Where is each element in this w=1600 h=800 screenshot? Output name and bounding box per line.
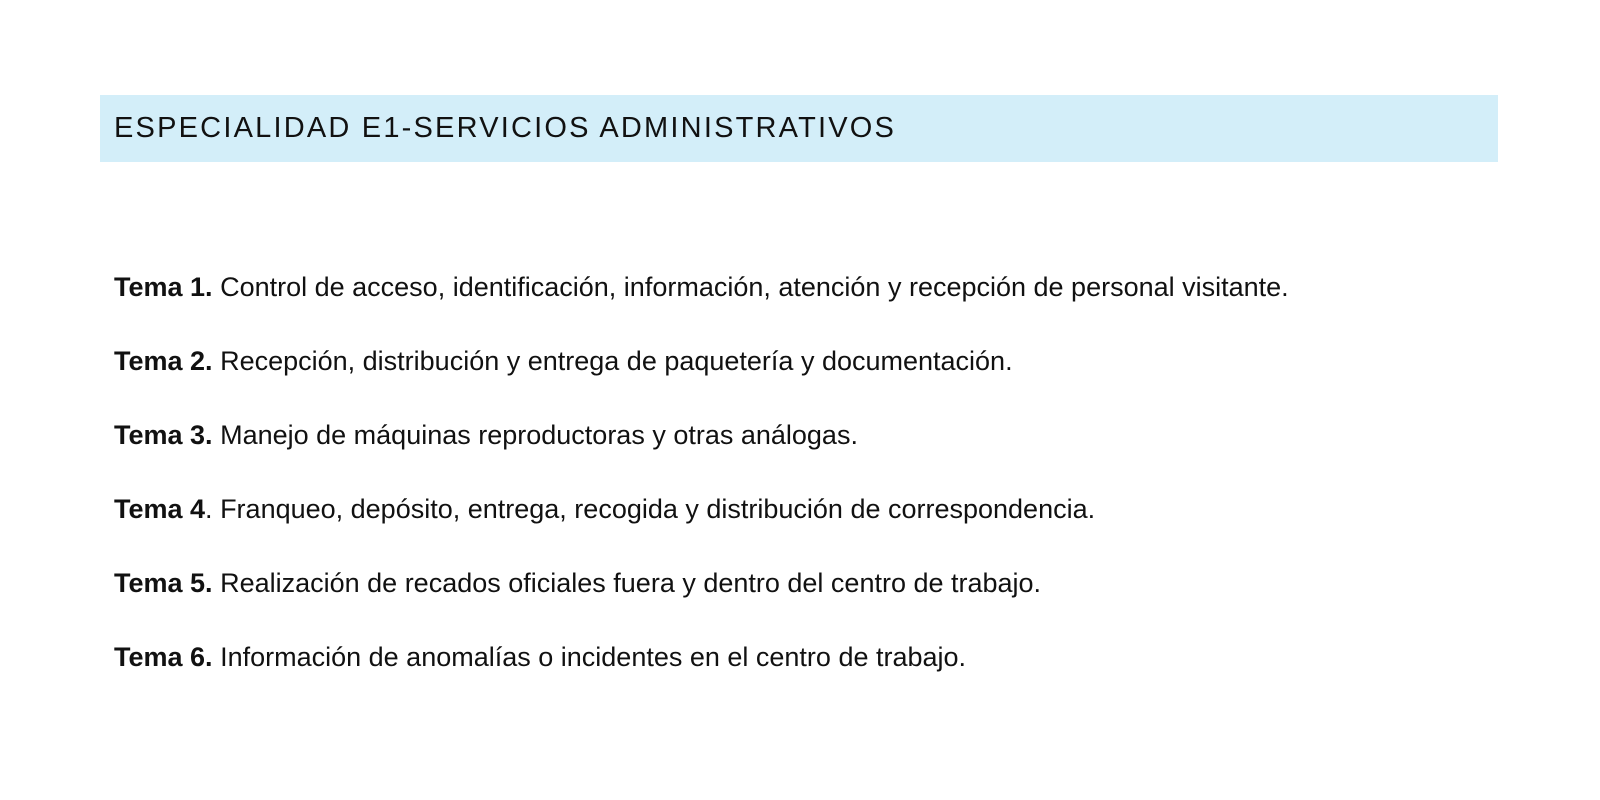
topic-item [114,634,1289,708]
topic-item [114,412,1289,486]
section-title: ESPECIALIDAD E1-SERVICIOS ADMINISTRATIVOS [114,112,897,144]
topic-text: Franqueo, depósito, entrega, recogida y distribución de correspondencia. [220,494,1096,524]
topic-item [114,560,1289,634]
topic-separator [213,642,221,672]
topic-text: Realización de recados oficiales fuera y dentro del centro de trabajo. [220,568,1042,598]
topic-text: Control de acceso, identificación, información, atención y recepción de personal visitante. [220,272,1289,302]
topic-text: Información de anomalías o incidentes en el centro de trabajo. [220,642,967,672]
topic-separator [213,420,221,450]
topic-separator [213,346,221,376]
section-header [100,95,1498,162]
topic-number: Tema 2. [114,346,213,376]
topic-separator: . [205,494,221,524]
topic-item [114,486,1289,560]
topic-number: Tema 5. [114,568,213,598]
topic-item [114,264,1289,338]
topic-number: Tema 1. [114,272,213,302]
topic-number: Tema 6. [114,642,213,672]
topic-item [114,338,1289,412]
topic-text: Manejo de máquinas reproductoras y otras análogas. [220,420,858,450]
topic-number: Tema 3. [114,420,213,450]
topic-separator [213,568,221,598]
topic-separator [213,272,221,302]
topic-list [114,264,1289,708]
topic-number: Tema 4 [114,494,206,524]
topic-text: Recepción, distribución y entrega de paquetería y documentación. [220,346,1013,376]
